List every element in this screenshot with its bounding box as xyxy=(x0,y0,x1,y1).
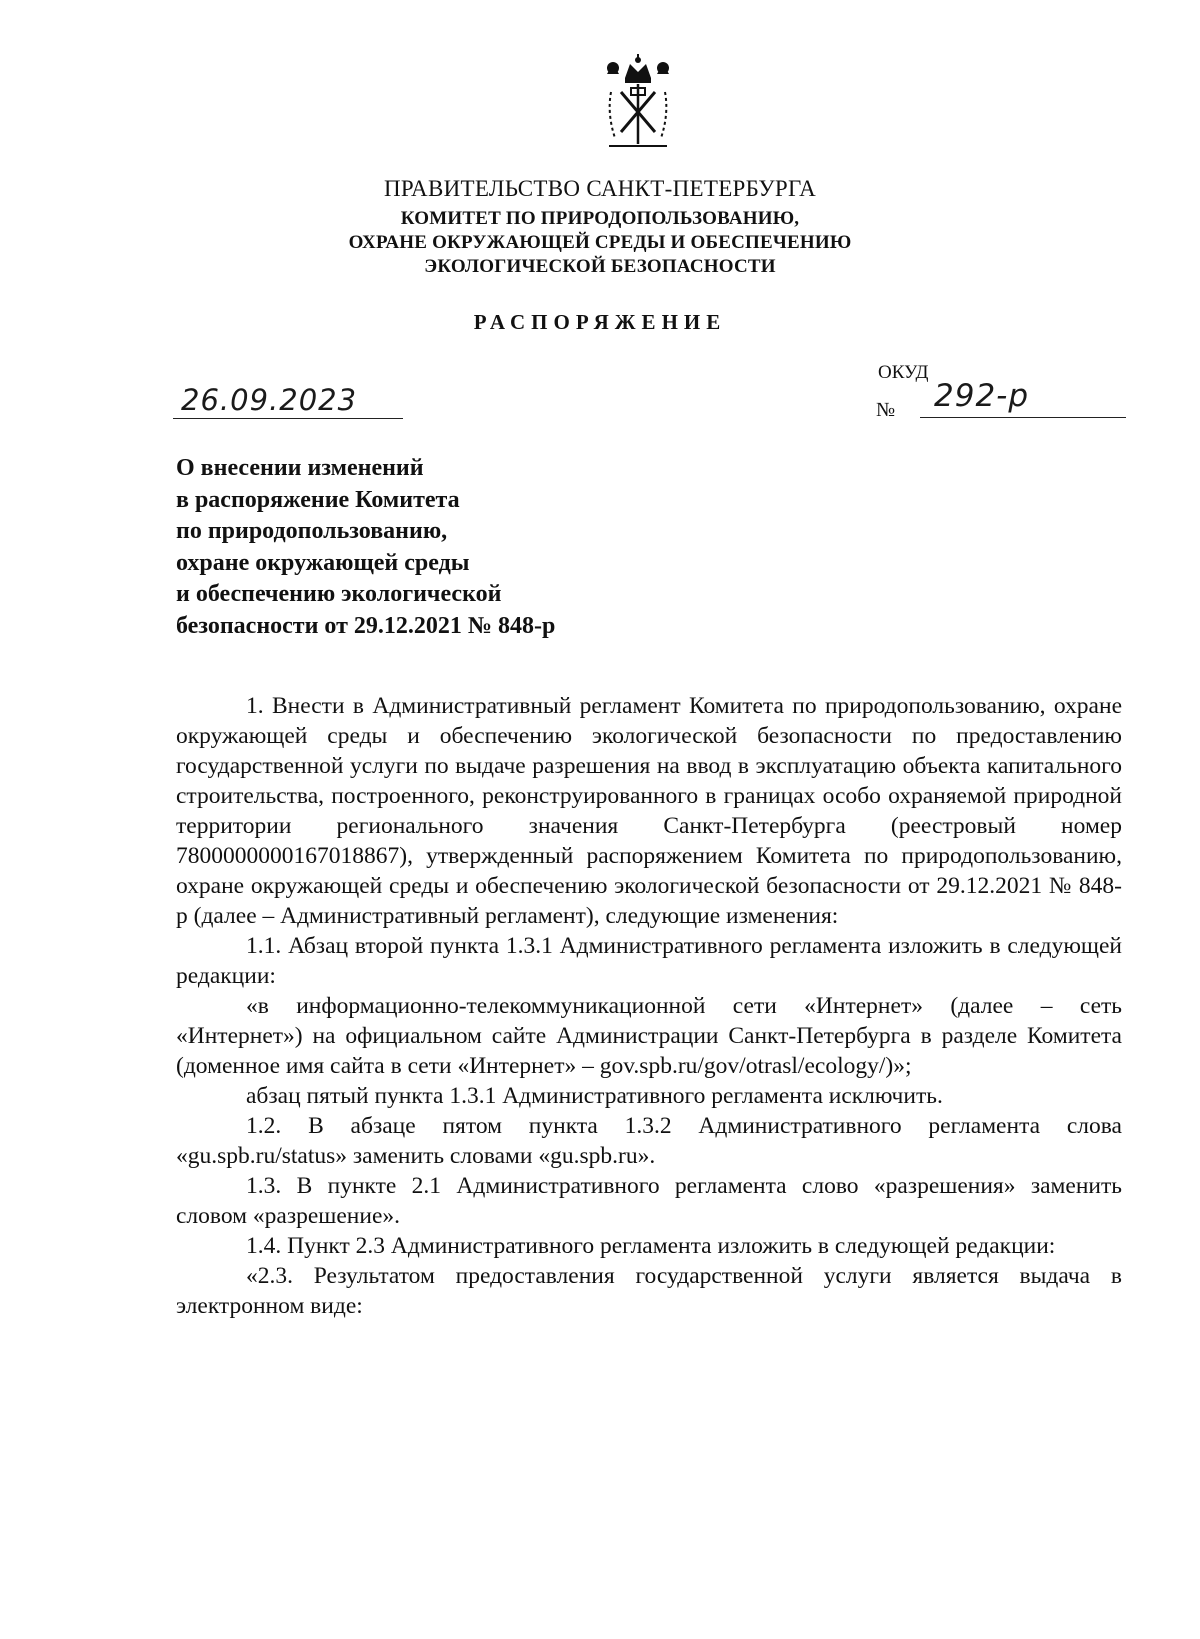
okud-label: ОКУД xyxy=(878,362,929,383)
committee-name-line: ЭКОЛОГИЧЕСКОЙ БЕЗОПАСНОСТИ xyxy=(424,256,776,277)
handwritten-date: 26.09.2023 xyxy=(181,383,358,417)
date-field xyxy=(173,383,403,419)
handwritten-number: 292-р xyxy=(934,378,1030,414)
government-name: ПРАВИТЕЛЬСТВО САНКТ-ПЕТЕРБУРГА xyxy=(383,176,817,201)
number-label: № xyxy=(876,399,896,421)
number-underline xyxy=(920,417,1126,418)
paragraph-1-1: 1.1. Абзац второй пункта 1.3.1 Административного регламента изложить в следующей редакции: xyxy=(176,933,1122,989)
subject-line: охране окружающей среды xyxy=(176,549,470,576)
committee-name-line: ОХРАНЕ ОКРУЖАЮЩЕЙ СРЕДЫ И ОБЕСПЕЧЕНИЮ xyxy=(348,232,852,253)
paragraph-1-2: 1.2. В абзаце пятом пункта 1.3.2 Административного регламента слова «gu.spb.ru/status» заменить словами «gu.spb.ru». xyxy=(176,1113,1122,1169)
subject-line: О внесении изменений xyxy=(176,455,424,481)
date-underline xyxy=(173,418,403,419)
committee-name-line: КОМИТЕТ ПО ПРИРОДОПОЛЬЗОВАНИЮ, xyxy=(400,208,800,229)
number-field xyxy=(920,378,1126,418)
subject-line: безопасности от 29.12.2021 № 848-р xyxy=(176,612,556,639)
paragraph-quote-internet: «в информационно-телекоммуникационной сети «Интернет» (далее – сеть «Интернет») на официальном сайте Администрации Санкт-Петербурга в разделе Комитета (доменное имя сайта в сети «Интернет» – gov.spb.ru/gov/otrasl/ecology/)»; xyxy=(176,993,1122,1079)
paragraph-1-3: 1.3. В пункте 2.1 Административного регламента слово «разрешения» заменить словом «разрешение». xyxy=(176,1173,1122,1229)
paragraph-exclude: абзац пятый пункта 1.3.1 Административного регламента исключить. xyxy=(246,1083,943,1109)
paragraph-2-3: «2.3. Результатом предоставления государственной услуги является выдача в электронном виде: xyxy=(176,1263,1122,1319)
subject-line: в распоряжение Комитета xyxy=(176,486,460,513)
coat-of-arms-emblem xyxy=(597,52,679,152)
subject-line: и обеспечению экологической xyxy=(176,581,502,607)
document-body xyxy=(176,691,1122,1321)
document-subject xyxy=(176,453,696,642)
document-type: РАСПОРЯЖЕНИЕ xyxy=(473,310,727,334)
committee-name xyxy=(0,207,1200,279)
paragraph-1-4: 1.4. Пункт 2.3 Административного регламента изложить в следующей редакции: xyxy=(246,1233,1056,1259)
paragraph-1: 1. Внести в Административный регламент Комитета по природопользованию, охране окружающей среды и обеспечению экологической безопасности по предоставлению государственной услуги по выдаче разрешения на ввод в эксплуатацию объекта капитального строительства, построенного, реконструированного в границах особо охраняемой природной территории регионального значения Санкт-Петербурга (реестровый номер 7800000000167018867), утвержденный распоряжением Комитета по природопользованию, охране окружающей среды и обеспечению экологической безопасности от 29.12.2021 № 848-р (далее – Административный регламент), следующие изменения: xyxy=(176,693,1122,929)
subject-line: по природопользованию, xyxy=(176,518,448,544)
